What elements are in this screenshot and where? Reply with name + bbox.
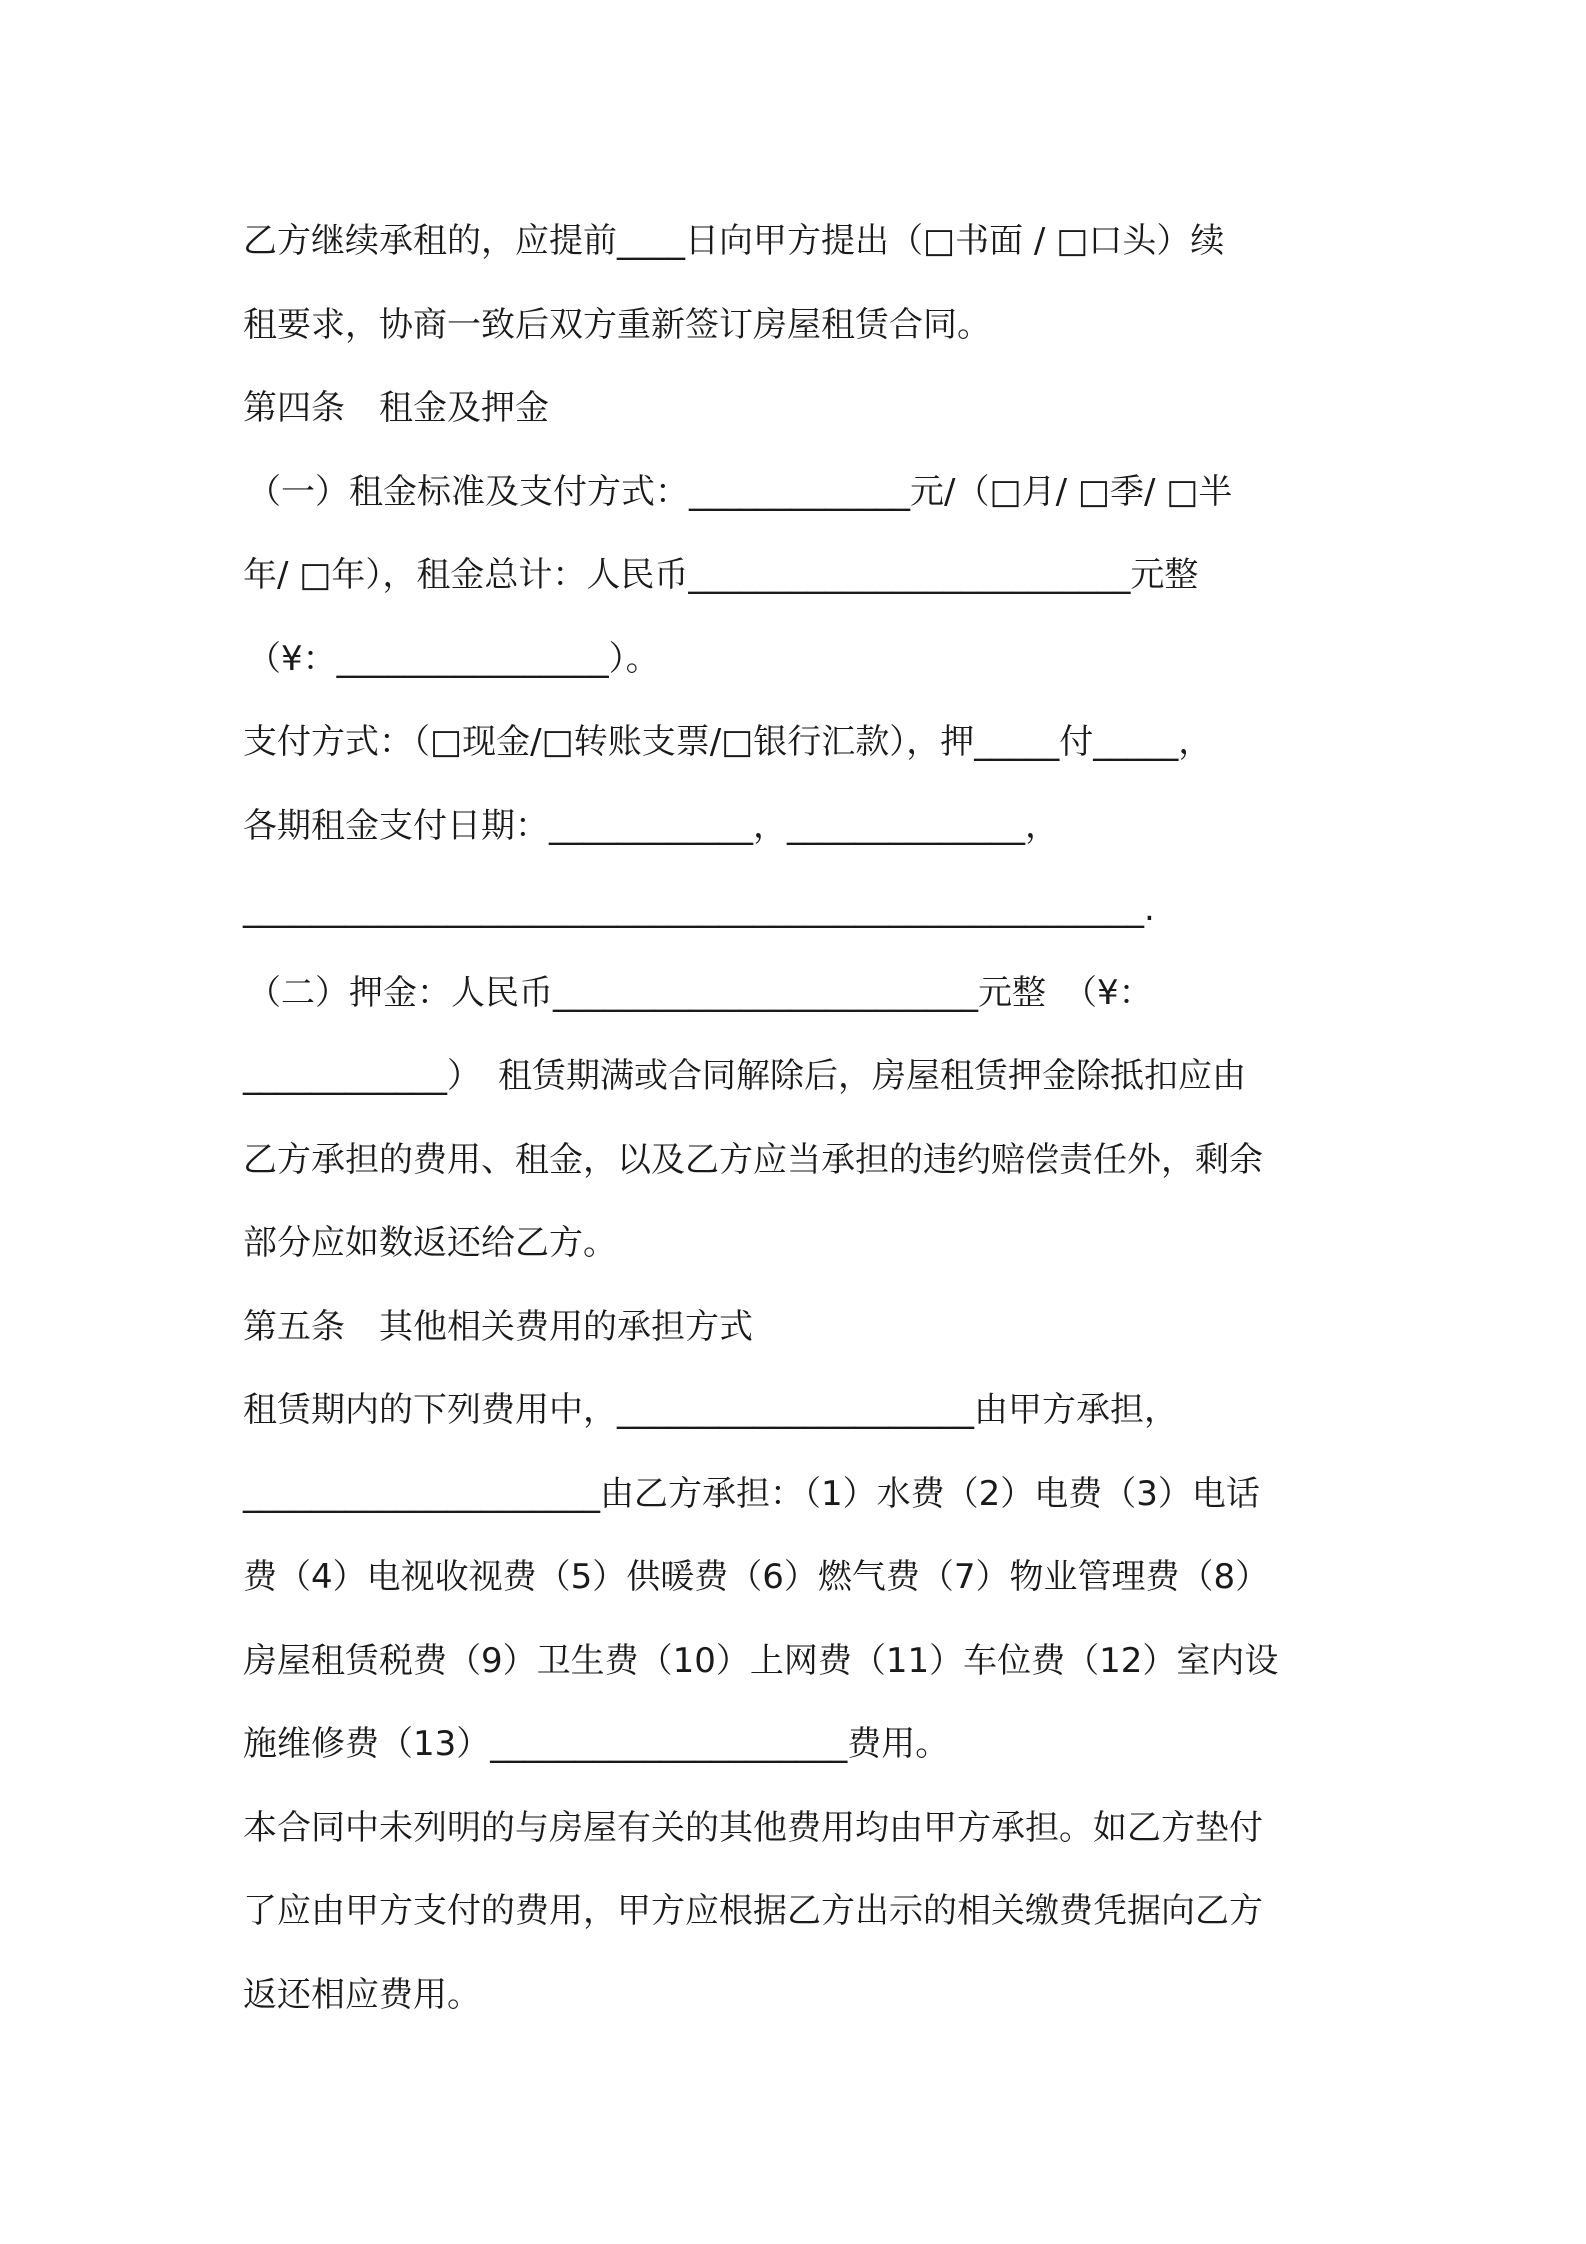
section-heading-article-5: 第五条 其他相关费用的承担方式 (243, 1306, 753, 1347)
paragraph-line: 乙方继续承租的，应提前____日向甲方提出（□书面 / □口头）续 (243, 221, 1225, 261)
paragraph-line: 了应由甲方支付的费用，甲方应根据乙方出示的相关缴费凭据向乙方 (243, 1891, 1263, 1931)
contract-body (243, 200, 1363, 2037)
paragraph-line: _____________________________________________________. (243, 889, 1155, 929)
paragraph-line: _____________________由乙方承担：（1）水费（2）电费（3）电话 (243, 1473, 1260, 1514)
paragraph-line: 租赁期内的下列费用中，_____________________由甲方承担， (243, 1390, 1178, 1430)
paragraph-line: 乙方承担的费用、租金，以及乙方应当承担的违约赔偿责任外，剩余 (243, 1139, 1263, 1180)
paragraph-line: （¥：________________）。 (247, 638, 660, 679)
paragraph-line: 支付方式：（□现金/□转账支票/□银行汇款），押_____付_____， (243, 722, 1213, 762)
paragraph-line: 房屋租赁税费（9）卫生费（10）上网费（11）车位费（12）室内设 (243, 1640, 1279, 1681)
paragraph-line: 年/ □年），租金总计：人民币__________________________元整 (243, 555, 1199, 595)
paragraph-line: 租要求，协商一致后双方重新签订房屋租赁合同。 (243, 304, 991, 345)
paragraph-line: 部分应如数返还给乙方。 (243, 1223, 617, 1263)
paragraph-line: 费（4）电视收视费（5）供暖费（6）燃气费（7）物业管理费（8） (243, 1557, 1270, 1597)
paragraph-line: （二）押金：人民币_________________________元整 （¥： (247, 972, 1153, 1013)
section-heading-article-4: 第四条 租金及押金 (243, 388, 549, 428)
paragraph-line: 返还相应费用。 (243, 1974, 481, 2015)
paragraph-line: 各期租金支付日期：____________，______________， (243, 805, 1059, 846)
paragraph-line: 施维修费（13）_____________________费用。 (243, 1724, 950, 1764)
paragraph-line: 本合同中未列明的与房屋有关的其他费用均由甲方承担。如乙方垫付 (243, 1807, 1263, 1848)
paragraph-line: ____________） 租赁期满或合同解除后，房屋租赁押金除抵扣应由 (243, 1056, 1246, 1096)
paragraph-line: （一）租金标准及支付方式：_____________元/（□月/ □季/ □半 (247, 471, 1233, 512)
